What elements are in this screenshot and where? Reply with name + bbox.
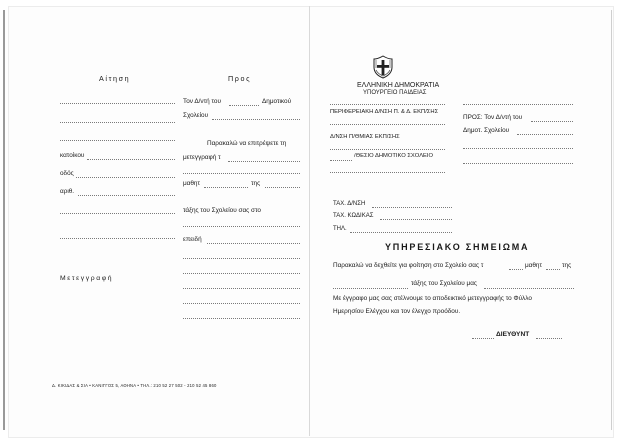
label-student: μαθητ <box>183 180 201 187</box>
class-field[interactable] <box>265 187 300 188</box>
greek-coat-of-arms-icon <box>372 55 394 79</box>
applicant-line-4[interactable] <box>60 213 175 214</box>
label-number: αριθ. <box>60 188 75 195</box>
body-line-1a: Παρακαλώ να δεχθείτε για φοίτηση στο Σχολείο σας τ <box>333 262 484 269</box>
street-field[interactable] <box>76 177 175 178</box>
class-name-field[interactable] <box>333 288 408 289</box>
phone-field[interactable] <box>350 232 452 233</box>
body-line-1b: μαθητ <box>525 262 543 269</box>
page-edge-shadow <box>3 10 5 430</box>
primary-directorate: Δ/ΝΣΗ Π/ΘΜΙΑΣ ΕΚΠ/ΣΗΣ <box>330 134 400 140</box>
body-line-2: τάξης του Σχολείου μας <box>411 280 477 287</box>
school-number-field[interactable] <box>330 160 352 161</box>
header-line-2[interactable] <box>330 124 445 125</box>
body-line-3: Με έγγραφο μας σας στέλνουμε το αποδεικτικό μετεγγραφής το Φύλλο <box>333 295 532 302</box>
label-postal-code: ΤΑΧ. ΚΩΔΙΚΑΣ <box>333 213 374 219</box>
label-resident: κατοίκου <box>60 152 85 159</box>
reason-line-6[interactable] <box>183 318 300 319</box>
school-field[interactable] <box>212 119 300 120</box>
recipient-school: Δημοτ. Σχολείου <box>463 127 510 134</box>
body-line-4: Ημερησίου Ελέγχου και τον έλεγχο προόδου. <box>333 308 461 315</box>
header-line-4[interactable] <box>330 172 445 173</box>
transfer-line-2[interactable] <box>183 173 300 174</box>
label-to-director: Τον Δ/ντή του <box>183 98 221 105</box>
school-from-field[interactable] <box>484 288 574 289</box>
fold-line <box>309 6 310 436</box>
printer-footer: Δ. ΚΙΚΙΔΑΣ & ΣΙΑ • ΚΑΝΙΓΓΟΣ 5, ΑΘΗΝΑ • ΤΗΛ.: 210 52 27 502 - 210 52 45 860 <box>52 383 217 388</box>
ministry-title: ΥΠΟΥΡΓΕΙΟ ΠΑΙΔΕΙΑΣ <box>363 90 427 96</box>
reason-line-3[interactable] <box>183 273 300 274</box>
recipient-school-field[interactable] <box>517 134 573 135</box>
label-school: Σχολείου <box>183 112 209 119</box>
postal-code-field[interactable] <box>380 219 452 220</box>
article-field[interactable] <box>509 269 523 270</box>
director-signature-label: ΔΙΕΥΘΥΝΤ <box>496 331 530 338</box>
reason-line-2[interactable] <box>183 258 300 259</box>
text-class-school: τάξης του Σχολείου σας στο <box>183 207 261 214</box>
director-sign-field-right[interactable] <box>536 338 562 339</box>
body-line-1c: της <box>562 262 572 269</box>
reason-field[interactable] <box>207 243 300 244</box>
text-transfer-t: μετεγγραφή τ <box>183 154 221 161</box>
reason-line-5[interactable] <box>183 303 300 304</box>
applicant-line-1[interactable] <box>60 103 175 104</box>
director-sign-field-left[interactable] <box>472 338 494 339</box>
target-school-field[interactable] <box>183 226 300 227</box>
number-field[interactable] <box>78 195 175 196</box>
heading-application: Αίτηση <box>99 74 131 83</box>
label-address: ΤΑΧ. Δ/ΝΣΗ <box>333 201 366 207</box>
student-name-field[interactable] <box>546 269 560 270</box>
transfer-field[interactable] <box>228 161 300 162</box>
label-primary: Δημοτικού <box>262 98 292 105</box>
director-field[interactable] <box>229 105 259 106</box>
header-line-3[interactable] <box>330 149 445 150</box>
resident-field[interactable] <box>87 159 175 160</box>
document-title: ΥΠΗΡΕΣΙΑΚΟ ΣΗΜΕΙΩΜΑ <box>385 242 530 252</box>
label-street: οδός <box>60 170 74 177</box>
label-phone: ΤΗΛ. <box>333 226 347 232</box>
header-line-1[interactable] <box>330 104 445 105</box>
form-sheet <box>8 6 614 438</box>
text-request: Παρακαλώ να επιτρέψετε τη <box>207 140 287 147</box>
student-field[interactable] <box>204 187 248 188</box>
recipient-line-1[interactable] <box>463 104 573 105</box>
right-edge <box>611 10 612 430</box>
label-of-the: της <box>251 180 261 187</box>
school-name: /ΘΕΣΙΟ ΔΗΜΟΤΙΚΟ ΣΧΟΛΕΙΟ <box>354 153 434 159</box>
reason-line-4[interactable] <box>183 288 300 289</box>
heading-to: Προς <box>228 74 252 83</box>
applicant-line-5[interactable] <box>60 238 175 239</box>
recipient-line-3[interactable] <box>463 163 573 164</box>
address-field[interactable] <box>372 207 452 208</box>
heading-transfer: Μετεγγραφή <box>60 275 114 282</box>
republic-title: ΕΛΛΗΝΙΚΗ ΔΗΜΟΚΡΑΤΙΑ <box>357 82 440 89</box>
label-because: επειδή <box>183 236 202 243</box>
recipient-line-2[interactable] <box>463 148 573 149</box>
recipient-director-field[interactable] <box>531 121 573 122</box>
applicant-line-2[interactable] <box>60 122 175 123</box>
applicant-line-3[interactable] <box>60 140 175 141</box>
recipient-to: ΠΡΟΣ: Τον Δ/ντή του <box>463 114 523 121</box>
regional-directorate: ΠΕΡΙΦΕΡΕΙΑΚΗ Δ/ΝΣΗ Π. & Δ. ΕΚΠ/ΣΗΣ <box>330 109 439 115</box>
